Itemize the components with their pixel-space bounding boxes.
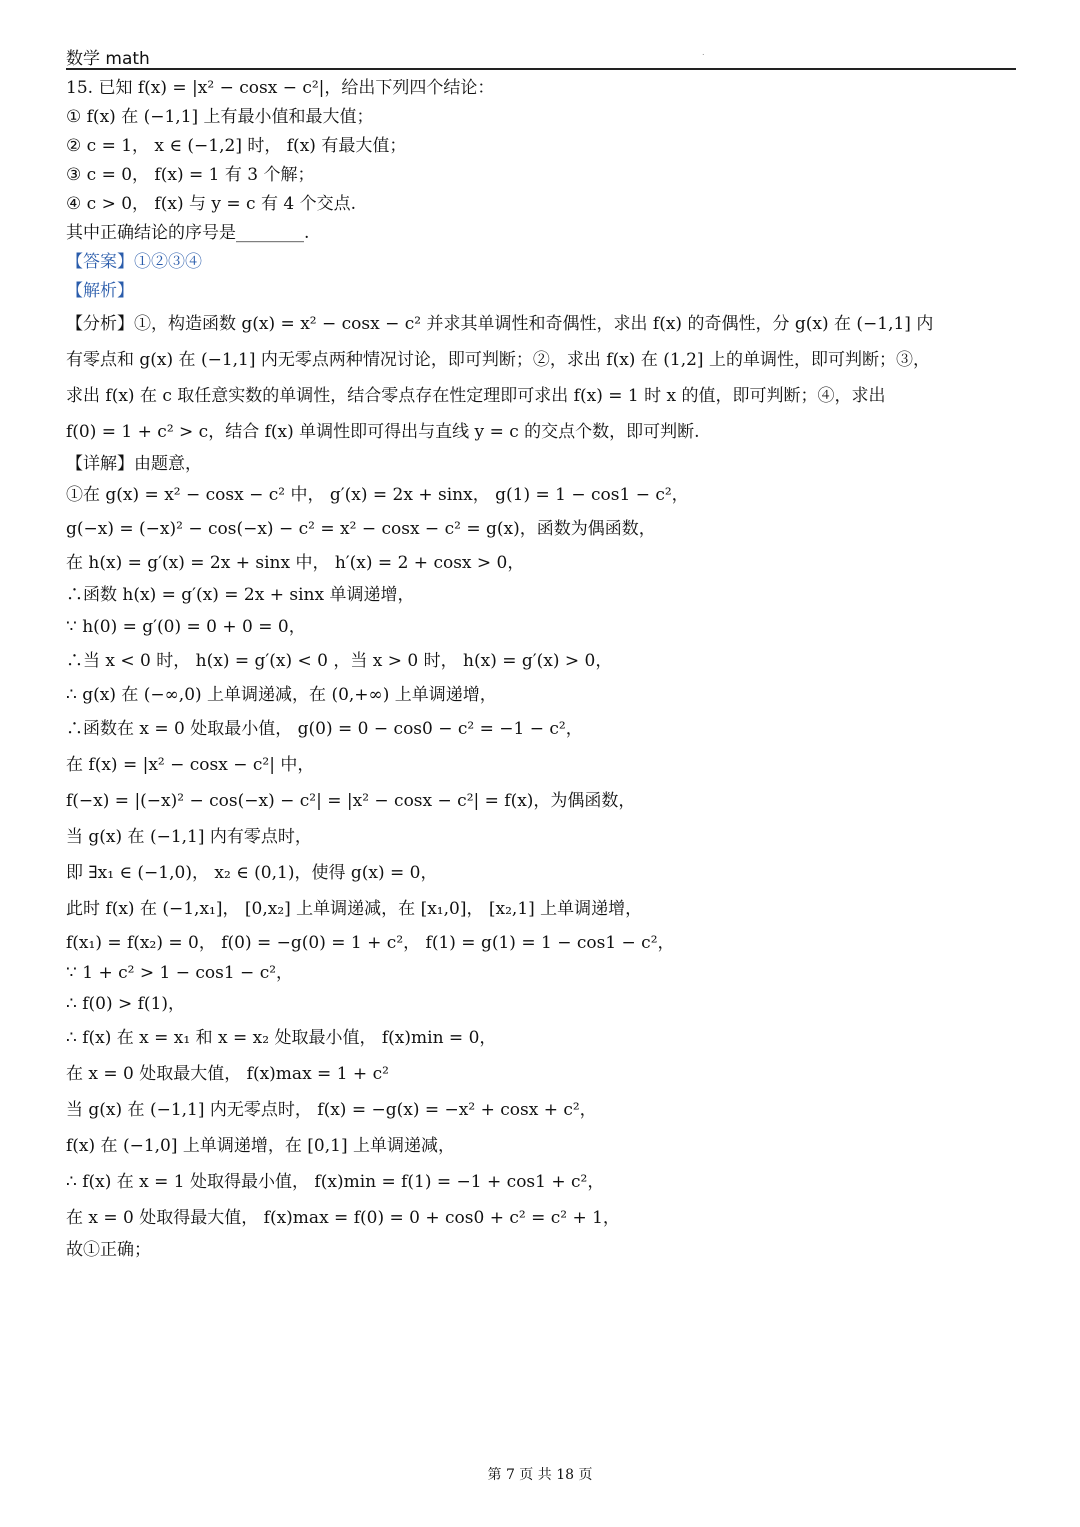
text-line: 当 g(x) 在 (−1,1] 内无零点时， f(x) = −g(x) = −x² + cosx + c²， — [66, 1100, 597, 1120]
text-line: 即 ∃x₁ ∈ (−1,0)， x₂ ∈ (0,1)，使得 g(x) = 0， — [66, 863, 438, 883]
text-line: f(−x) = |(−x)² − cos(−x) − c²| = |x² − cosx − c²| = f(x)，为偶函数， — [66, 791, 636, 811]
text-line: ∴函数在 x = 0 处取最小值， g(0) = 0 − cos0 − c² = −1 − c²， — [66, 719, 583, 739]
text-line: ∴函数 h(x) = g′(x) = 2x + sinx 单调递增， — [66, 585, 415, 605]
text-line: f(x₁) = f(x₂) = 0， f(0) = −g(0) = 1 + c²， f(1) = g(1) = 1 − cos1 − c²， — [66, 933, 675, 953]
text-line: ④ c > 0， f(x) 与 y = c 有 4 个交点. — [66, 194, 356, 214]
text-line: 在 x = 0 处取得最大值， f(x)max = f(0) = 0 + cos0 + c² = c² + 1， — [66, 1208, 620, 1228]
text-line: 【解析】 — [66, 281, 134, 301]
text-line: 当 g(x) 在 (−1,1] 内有零点时， — [66, 827, 312, 847]
text-line: ①在 g(x) = x² − cosx − c² 中， g′(x) = 2x + sinx， g(1) = 1 − cos1 − c²， — [66, 485, 689, 505]
text-line: ∴ g(x) 在 (−∞,0) 上单调递减，在 (0,+∞) 上单调递增， — [66, 685, 497, 705]
text-line: ∴ f(0) > f(1)， — [66, 994, 186, 1014]
text-line: ① f(x) 在 (−1,1] 上有最小值和最大值； — [66, 107, 374, 127]
text-line: 15. 已知 f(x) = |x² − cosx − c²|，给出下列四个结论： — [66, 78, 495, 98]
text-line: 此时 f(x) 在 (−1,x₁]， [0,x₂] 上单调递减，在 [x₁,0]， [x₂,1] 上单调递增， — [66, 899, 643, 919]
document-body — [66, 74, 1016, 1265]
page-footer: 第 7 页 共 18 页 — [487, 1467, 593, 1483]
header-mark: . — [702, 48, 705, 57]
text-line: g(−x) = (−x)² − cos(−x) − c² = x² − cosx − c² = g(x)，函数为偶函数， — [66, 519, 656, 539]
text-line: 【答案】①②③④ — [66, 252, 202, 272]
text-line: ∴ f(x) 在 x = 1 处取得最小值， f(x)min = f(1) = −1 + cos1 + c²， — [66, 1172, 605, 1192]
text-line: 有零点和 g(x) 在 (−1,1] 内无零点两种情况讨论，即可判断；②，求出 f(x) 在 (1,2] 上的单调性，即可判断；③， — [66, 350, 930, 370]
text-line: 其中正确结论的序号是________. — [66, 223, 310, 243]
text-line: 求出 f(x) 在 c 取任意实数的单调性，结合零点存在性定理即可求出 f(x) = 1 时 x 的值，即可判断；④，求出 — [66, 386, 886, 406]
text-line: 在 h(x) = g′(x) = 2x + sinx 中， h′(x) = 2 + cosx > 0， — [66, 553, 525, 573]
text-line: ∵ h(0) = g′(0) = 0 + 0 = 0， — [66, 617, 306, 637]
text-line: 在 f(x) = |x² − cosx − c²| 中， — [66, 755, 315, 775]
text-line: 故①正确； — [66, 1240, 151, 1260]
text-line: ③ c = 0， f(x) = 1 有 3 个解； — [66, 165, 315, 185]
page-header — [66, 42, 1016, 70]
text-line: ∴当 x < 0 时， h(x) = g′(x) < 0 ，当 x > 0 时， h(x) = g′(x) > 0， — [66, 651, 613, 671]
text-line: ② c = 1， x ∈ (−1,2] 时， f(x) 有最大值； — [66, 136, 407, 156]
text-line: f(0) = 1 + c² > c，结合 f(x) 单调性即可得出与直线 y = c 的交点个数，即可判断. — [66, 422, 700, 442]
text-line: 在 x = 0 处取最大值， f(x)max = 1 + c² — [66, 1064, 389, 1084]
text-line: ∴ f(x) 在 x = x₁ 和 x = x₂ 处取最小值， f(x)min = 0， — [66, 1028, 497, 1048]
text-line: 【详解】由题意， — [66, 454, 202, 474]
subject-label: 数学 math — [66, 49, 150, 69]
text-line: ∵ 1 + c² > 1 − cos1 − c²， — [66, 963, 294, 983]
text-line: f(x) 在 (−1,0] 上单调递增，在 [0,1] 上单调递减， — [66, 1136, 456, 1156]
text-line: 【分析】①，构造函数 g(x) = x² − cosx − c² 并求其单调性和奇偶性，求出 f(x) 的奇偶性，分 g(x) 在 (−1,1] 内 — [66, 314, 934, 334]
